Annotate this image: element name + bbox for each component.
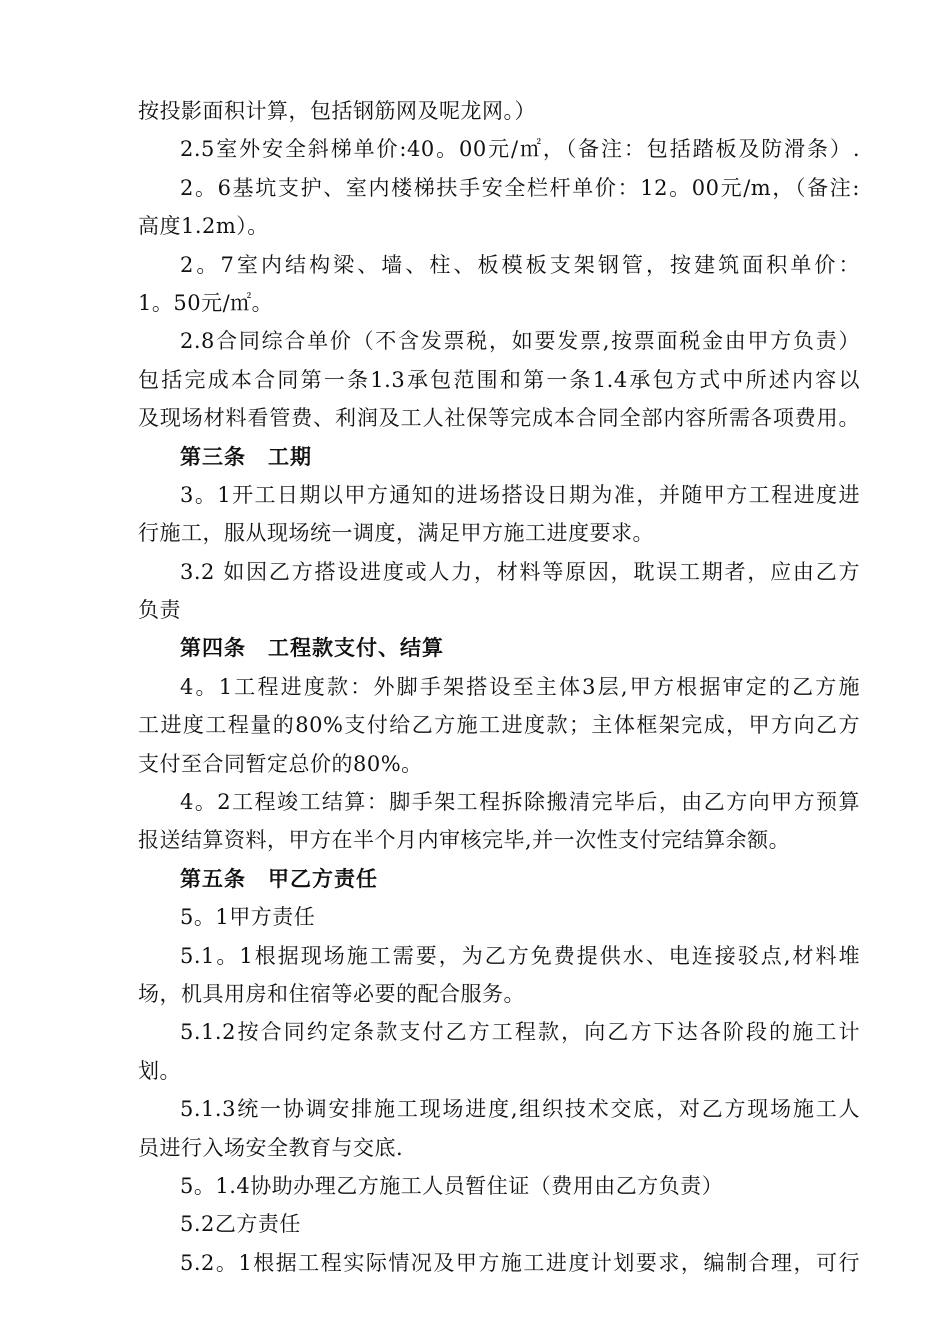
paragraph-line: 4。2工程竣工结算：脚手架工程拆除搬清完毕后，由乙方向甲方预算: [180, 790, 860, 815]
paragraph-line: 高度1.2m）。: [138, 214, 269, 239]
paragraph-line: 按投影面积计算，包括钢筋网及呢龙网。）: [138, 99, 536, 123]
paragraph-line: 3.2 如因乙方搭设进度或人力，材料等原因，耽误工期者，应由乙方: [180, 559, 860, 584]
paragraph-line: 5。1.4协助办理乙方施工人员暂住证（费用由乙方负责）: [180, 1173, 724, 1198]
paragraph-line: 5。1甲方责任: [180, 905, 316, 930]
paragraph-line: 场，机具用房和住宿等必要的配合服务。: [138, 981, 525, 1006]
paragraph-line: 1。50元/㎡。: [138, 290, 274, 315]
paragraph-line: 5.2。1根据工程实际情况及甲方施工进度计划要求，编制合理，可行: [180, 1250, 860, 1275]
paragraph-line: 5.1.2按合同约定条款支付乙方工程款，向乙方下达各阶段的施工计: [180, 1020, 860, 1045]
paragraph-line: 4。1工程进度款：外脚手架搭设至主体3层,甲方根据审定的乙方施: [180, 674, 860, 699]
paragraph-line: 行施工，服从现场统一调度，满足甲方施工进度要求。: [138, 521, 654, 546]
paragraph-line: 5.1。1根据现场施工需要，为乙方免费提供水、电连接驳点,材料堆: [180, 943, 860, 968]
document-page: [138, 92, 860, 1282]
paragraph-line: 2。7室内结构梁、墙、柱、板模板支架钢管，按建筑面积单价：: [180, 252, 860, 277]
paragraph-line: 2.8合同综合单价（不含发票税，如要发票,按票面税金由甲方负责）: [180, 329, 860, 354]
paragraph-line: 2.5室外安全斜梯单价:40。00元/㎡，（备注：包括踏板及防滑条）.: [180, 137, 860, 162]
paragraph-line: 2。6基坑支护、室内楼梯扶手安全栏杆单价：12。00元/m，（备注:: [180, 175, 860, 200]
section-heading: 第三条 工期: [180, 443, 312, 469]
paragraph-line: 员进行入场安全教育与交底.: [138, 1135, 404, 1160]
paragraph-line: 报送结算资料，甲方在半个月内审核完毕,并一次性支付完结算余额。: [138, 828, 791, 853]
paragraph-line: 3。1开工日期以甲方通知的进场搭设日期为准，并随甲方工程进度进: [180, 482, 860, 507]
paragraph-line: 工进度工程量的80%支付给乙方施工进度款；主体框架完成，甲方向乙方: [138, 713, 860, 738]
paragraph-line: 支付至合同暂定总价的80%。: [138, 751, 423, 776]
paragraph-line: 划。: [138, 1058, 181, 1083]
paragraph-line: 5.2乙方责任: [180, 1212, 301, 1237]
paragraph-line: 及现场材料看管费、利润及工人社保等完成本合同全部内容所需各项费用。: [138, 406, 860, 431]
paragraph-line: 包括完成本合同第一条1.3承包范围和第一条1.4承包方式中所述内容以: [138, 367, 860, 392]
section-heading: 第五条 甲乙方责任: [180, 865, 378, 891]
section-heading: 第四条 工程款支付、结算: [180, 635, 444, 661]
paragraph-line: 负责: [138, 598, 181, 623]
paragraph-line: 5.1.3统一协调安排施工现场进度,组织技术交底，对乙方现场施工人: [180, 1097, 860, 1122]
